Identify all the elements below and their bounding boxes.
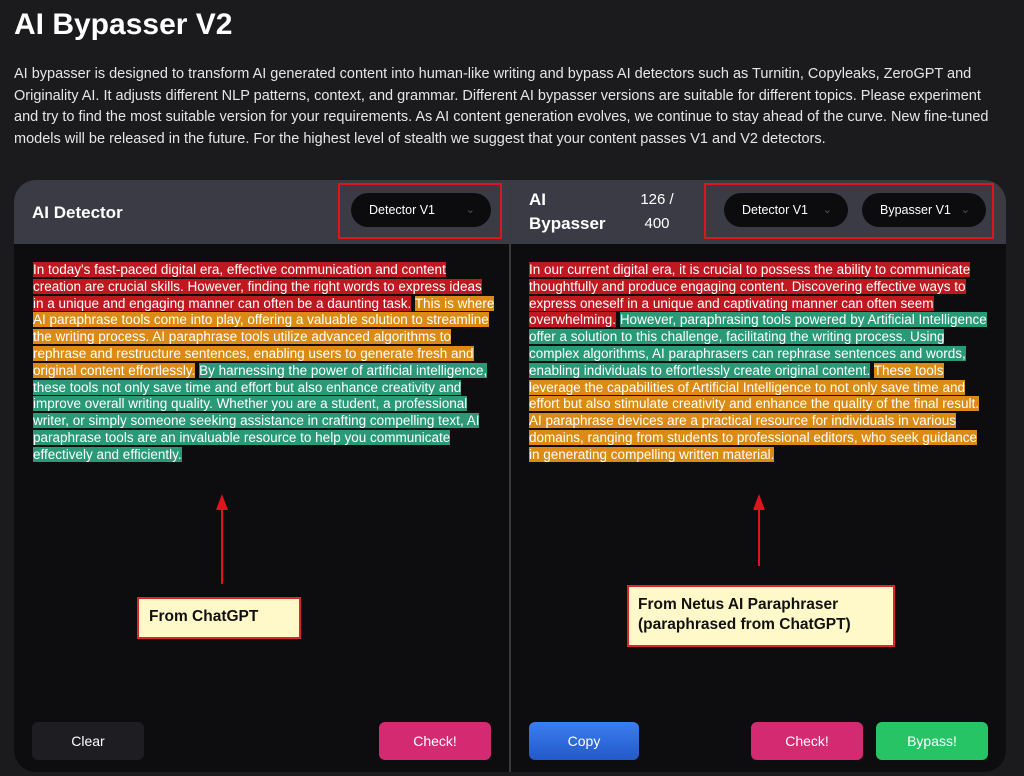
mixed-detected-segment: This is where AI paraphrase tools come into play, offering a valuable solution to streamline the writing process. AI paraphrase tools utilize advanced algorithms to rephrase and restructure sentences, enabling users to generate fresh and original content effortlessly. (33, 295, 495, 378)
chevron-down-icon: ⌄ (822, 204, 832, 216)
bypasser-title-line1: AI (529, 190, 546, 209)
detector-check-button[interactable]: Check! (379, 722, 491, 760)
page-title: AI Bypasser V2 (14, 8, 233, 41)
ai-detected-segment: In today's fast-paced digital era, effective communication and content creation are crucial skills. However, finding the right words to express ideas in a unique and engaging manner can often be a daunting task. (33, 262, 482, 311)
chevron-down-icon: ⌄ (465, 204, 475, 216)
word-counter-current: 126 / (640, 191, 674, 208)
bypasser-version-label: Bypasser V1 (880, 203, 951, 217)
page-description: AI bypasser is designed to transform AI generated content into human-like writing and bypass AI detectors such as Turnitin, Copyleaks, ZeroGPT and Originality AI. It adjusts different NLP patterns, context, and grammar. Different AI bypasser versions are suitable for different topics. Please experiment and try to find the most suitable version for your requirements. As AI content generation evolves, we continue to stay ahead of the curve. New fine-tuned models will be released in the future. For the highest level of stealth we suggest that your content passes V1 and V2 detectors. (14, 66, 989, 147)
annotation-callout-netus-line2: (paraphrased from ChatGPT) (638, 616, 851, 633)
arrow-head-right (753, 494, 765, 510)
chevron-down-icon: ⌄ (960, 204, 970, 216)
human-detected-segment: However, paraphrasing tools powered by Artificial Intelligence offer a solution to this challenge, facilitating the writing process. Using complex algorithms, AI paraphrasers can rephrase sentences and words, enabling individuals to effortlessly create original content. (529, 312, 987, 378)
copy-button[interactable]: Copy (529, 722, 639, 760)
bypasser-title-line2: Bypasser (529, 214, 606, 233)
ai-detected-segment: In our current digital era, it is crucial to possess the ability to communicate thoughtfully and produce engaging content. Discovering effective ways to express oneself in a unique and captivating manner can often seem overwhelming. (529, 262, 971, 328)
detector-version-label: Detector V1 (369, 203, 436, 217)
detector-title: AI Detector (32, 203, 123, 222)
clear-button[interactable]: Clear (32, 722, 144, 760)
bypass-button[interactable]: Bypass! (876, 722, 988, 760)
human-detected-segment: By harnessing the power of artificial intelligence, these tools not only save time and effort but also enhance creativity and improve overall writing quality. Whether you are a student, a professional writer, or simply someone seeking assistance in crafting compelling text, AI paraphrase tools are an invaluable resource to help you communicate effectively and efficiently. (33, 362, 488, 462)
word-counter-max: 400 (644, 215, 670, 232)
annotation-callout-netus (627, 585, 895, 647)
bypasser-check-button[interactable]: Check! (751, 722, 863, 760)
annotation-callout-chatgpt: From ChatGPT (137, 597, 301, 639)
arrow-head-left (216, 494, 228, 510)
annotation-callout-netus-line1: From Netus AI Paraphraser (638, 596, 839, 613)
mixed-detected-segment: These tools leverage the capabilities of Artificial Intelligence to not only save time and effort but also stimulate creativity and enhance the quality of the final result. AI paraphrase devices are a practical resource for individuals in various domains, ranging from students to professional editors, who seek guidance in generating compelling written material. (529, 362, 980, 462)
bypasser-detector-label: Detector V1 (742, 203, 809, 217)
